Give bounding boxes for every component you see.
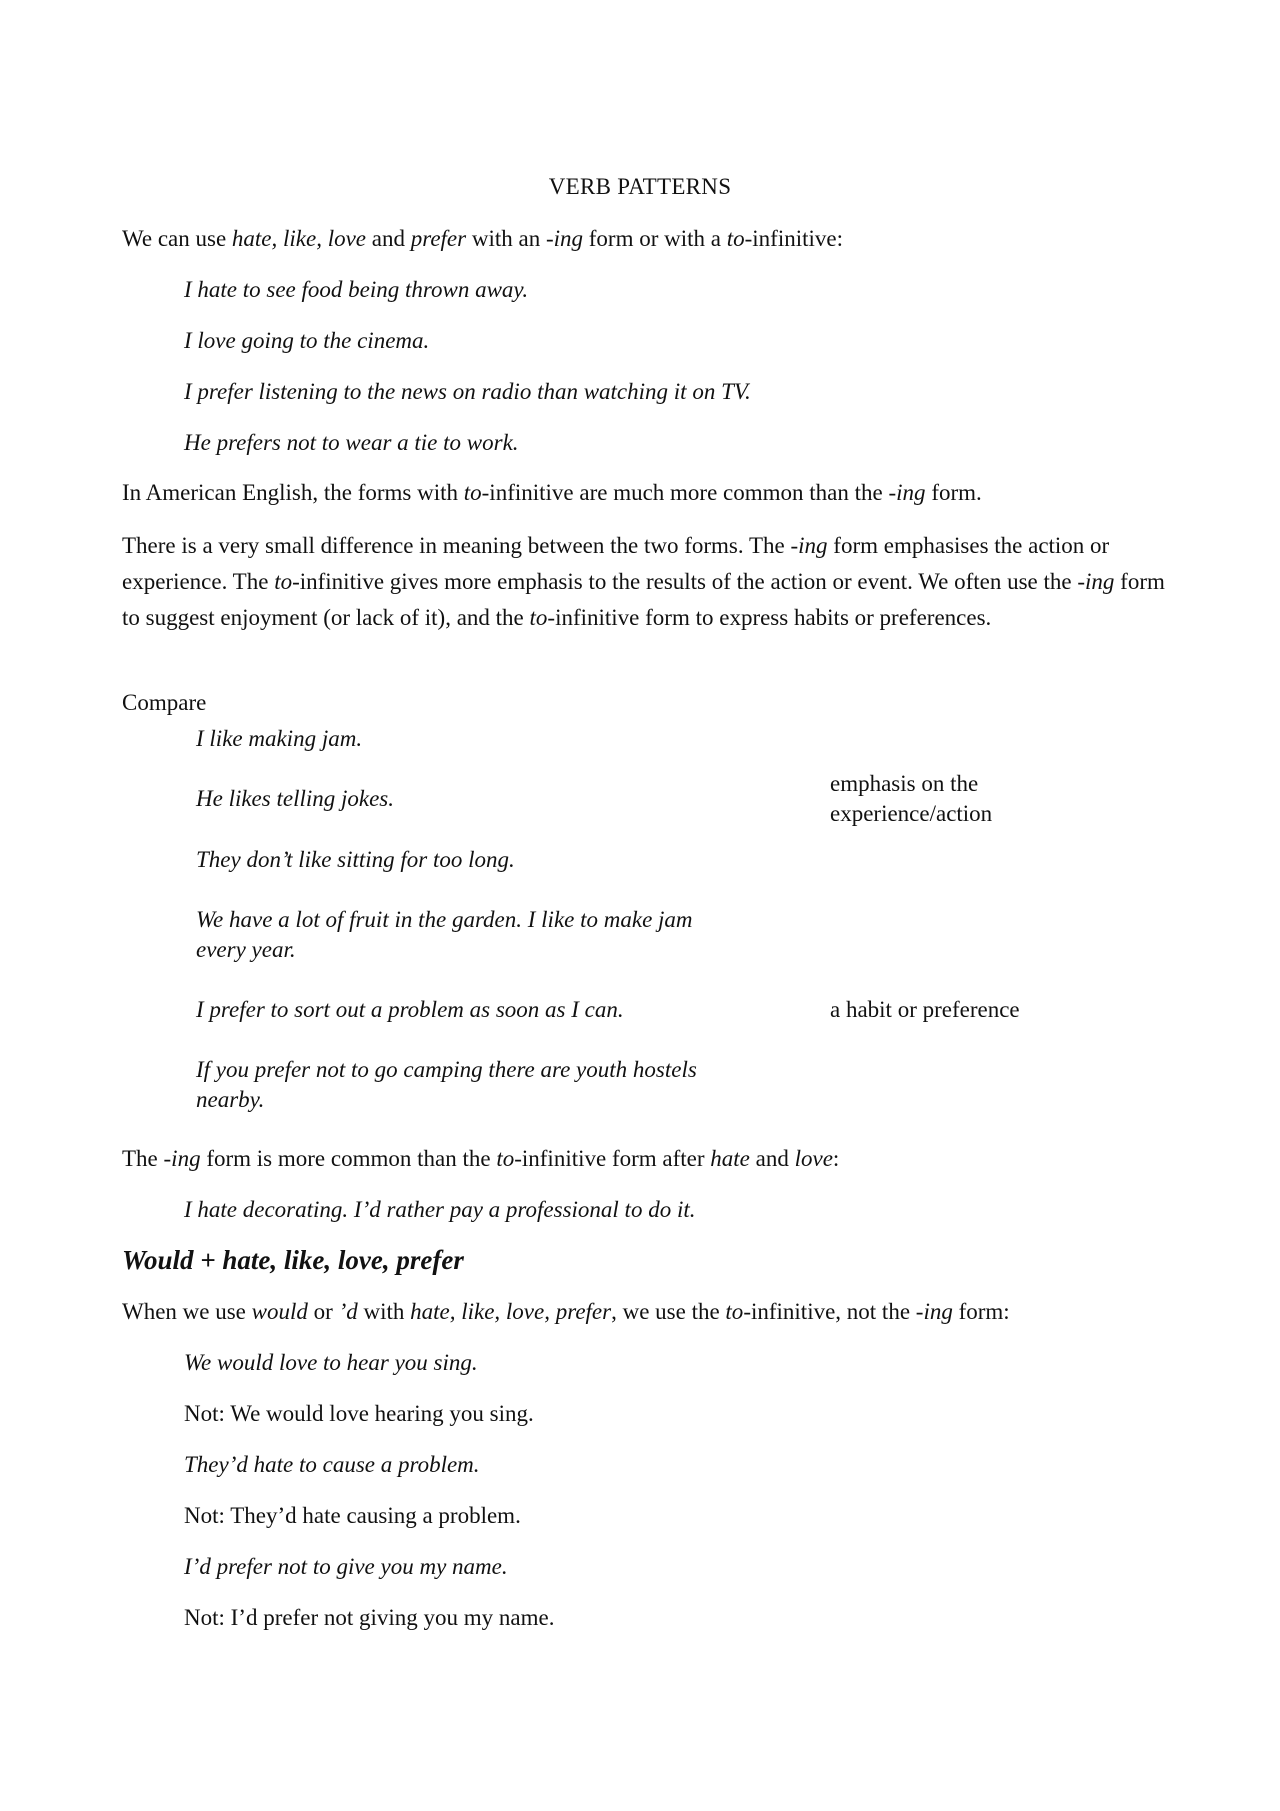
compare-example: They don’t like sitting for too long. bbox=[196, 847, 515, 872]
example-sentence: We would love to hear you sing. bbox=[184, 1350, 478, 1375]
example-sentence: He prefers not to wear a tie to work. bbox=[184, 430, 519, 455]
note-habit: a habit or preference bbox=[830, 997, 1020, 1022]
compare-example: He likes telling jokes. bbox=[196, 786, 394, 811]
hate-love-paragraph: The -ing form is more common than the to-infinitive form after hate and love: bbox=[122, 1146, 840, 1171]
compare-example: We have a lot of fruit in the garden. I like to make jam every year. bbox=[196, 907, 693, 962]
compare-example: I prefer to sort out a problem as soon as I can. bbox=[196, 997, 624, 1022]
counter-example: Not: We would love hearing you sing. bbox=[184, 1401, 534, 1426]
american-english-paragraph: In American English, the forms with to-infinitive are much more common than the -ing form. bbox=[122, 480, 982, 505]
compare-label: Compare bbox=[122, 690, 207, 715]
example-sentence: I prefer listening to the news on radio than watching it on TV. bbox=[184, 379, 751, 404]
intro-paragraph: We can use hate, like, love and prefer with an -ing form or with a to-infinitive: bbox=[122, 226, 843, 251]
note-experience: emphasis on the experience/action bbox=[830, 771, 993, 826]
page-title: VERB PATTERNS bbox=[548, 174, 732, 199]
compare-example: I like making jam. bbox=[196, 726, 363, 751]
example-sentence: They’d hate to cause a problem. bbox=[184, 1452, 480, 1477]
example-sentence: I hate to see food being thrown away. bbox=[184, 277, 529, 302]
counter-example: Not: They’d hate causing a problem. bbox=[184, 1503, 521, 1528]
example-sentence: I love going to the cinema. bbox=[184, 328, 430, 353]
would-paragraph: When we use would or ’d with hate, like, love, prefer, we use the to-infinitive, not the -ing form: bbox=[122, 1299, 1010, 1324]
counter-example: Not: I’d prefer not giving you my name. bbox=[184, 1605, 555, 1630]
compare-example: If you prefer not to go camping there are youth hostels nearby. bbox=[196, 1057, 697, 1112]
section-heading: Would + hate, like, love, prefer bbox=[122, 1245, 464, 1275]
example-sentence: I hate decorating. I’d rather pay a professional to do it. bbox=[184, 1197, 696, 1222]
difference-paragraph: There is a very small difference in meaning between the two forms. The -ing form emphasises the action or experience. The to-infinitive gives more emphasis to the results of the action or event. We often use the -ing form to suggest enjoyment (or lack of it), and the to-infinitive form to express habits or preferences. bbox=[122, 533, 1165, 630]
example-sentence: I’d prefer not to give you my name. bbox=[184, 1554, 508, 1579]
